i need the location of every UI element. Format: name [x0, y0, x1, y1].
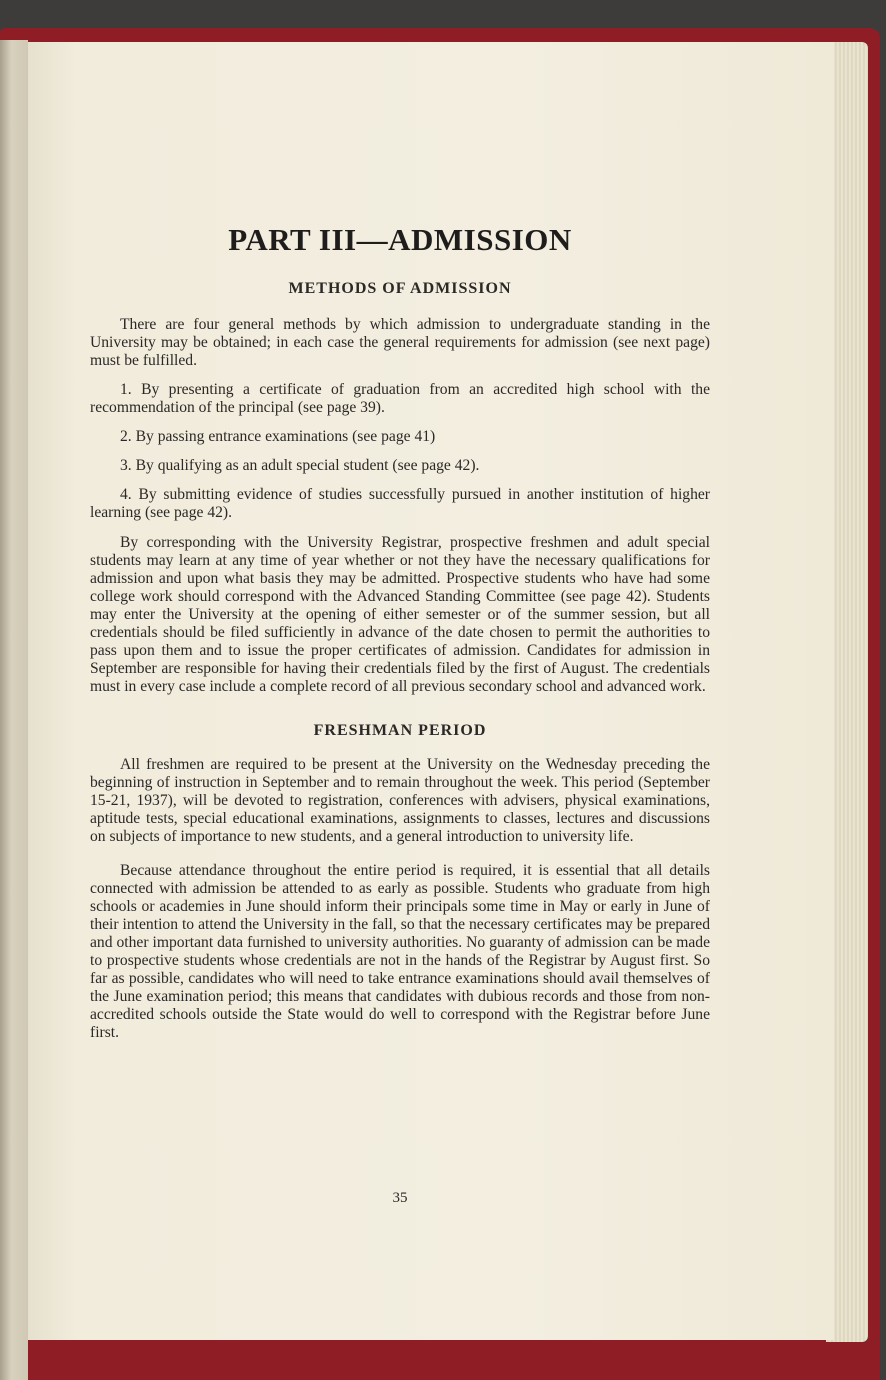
- freshman-paragraph-2: Because attendance throughout the entire period is required, it is essential that all details connected with admission be attended to as early as possible. Students who graduate from high schools or academies in June should inform their principals some time in May or early in June of their intention to attend the University in the fall, so that the necessary certificates may be prepared and other important data furnished to university authorities. No guaranty of admission can be made to prospective students whose credentials are not in the hands of the Registrar by August first. So far as possible, candidates who will need to take entrance examinations should avail themselves of the June examination period; this means that candidates with dubious records and those from non-accredited schools outside the State would do well to correspond with the Registrar before June first.: [90, 862, 710, 1041]
- freshman-paragraph-1: All freshmen are required to be present at the University on the Wednesday preceding the beginning of instruction in September and to remain throughout the week. This period (September 15-21, 1937), will be devoted to registration, conferences with advisers, physical examinations, aptitude tests, special educational examinations, assignments to classes, lectures and discussions on subjects of importance to new students, and a general introduction to university life.: [90, 756, 710, 845]
- intro-paragraph: There are four general methods by which admission to undergraduate standing in the University may be obtained; in each case the general requirements for admission (see next page) must be fulfilled.: [90, 316, 710, 369]
- book-page: [28, 42, 834, 1340]
- method-item-1: 1. By presenting a certificate of graduation from an accredited high school with the recommendation of the principal (see page 39).: [90, 381, 710, 416]
- method-item-4: 4. By submitting evidence of studies successfully pursued in another institution of higher learning (see page 42).: [90, 486, 710, 521]
- section-heading-methods: METHODS OF ADMISSION: [288, 280, 512, 297]
- previous-page-edge: [0, 40, 28, 1380]
- page-content: [90, 222, 710, 1042]
- method-item-3: 3. By qualifying as an adult special student (see page 42).: [120, 457, 480, 474]
- method-item-2: 2. By passing entrance examinations (see page 41): [120, 428, 436, 445]
- page-number: 35: [392, 1190, 408, 1206]
- section-heading-freshman: FRESHMAN PERIOD: [313, 722, 487, 739]
- registrar-paragraph: By corresponding with the University Registrar, prospective freshmen and adult special students may learn at any time of year whether or not they have the necessary qualifications for admission and upon what basis they may be admitted. Prospective students who have had some college work should correspond with the Advanced Standing Committee (see page 42). Students may enter the University at the opening of either semester or of the summer session, but all credentials should be filed sufficiently in advance of the date chosen to permit the authorities to pass upon them and to issue the proper certificates of admission. Candidates for admission in September are responsible for having their credentials filed by the first of August. The credentials must in every case include a complete record of all previous secondary school and advanced work.: [90, 534, 710, 695]
- part-title: PART III—ADMISSION: [228, 222, 572, 257]
